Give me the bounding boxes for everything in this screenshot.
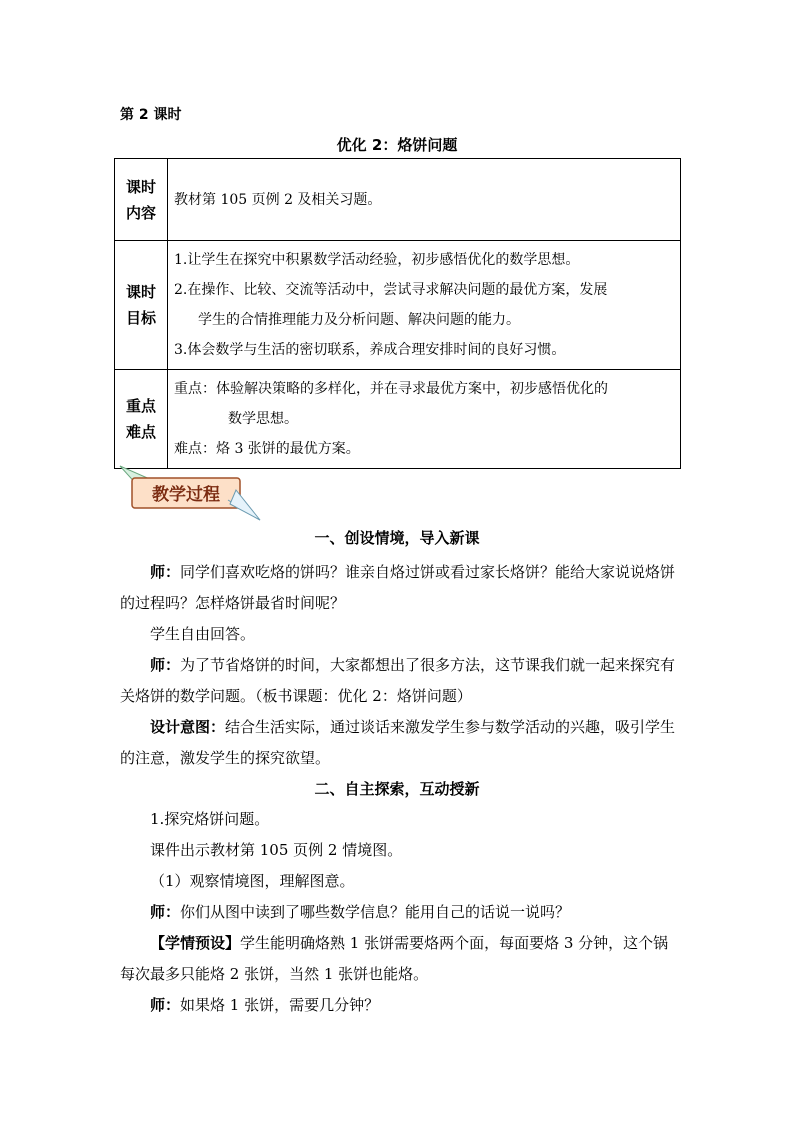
label-line: 课时 — [125, 177, 156, 196]
label-line: 内容 — [125, 203, 156, 222]
paragraph-text: 结合生活实际，通过谈话来激发学生参与数学活动的兴趣，吸引学生的注意，激发学生的探究欲望。 — [120, 718, 676, 767]
paragraph-text: 同学们喜欢吃烙的饼吗？谁亲自烙过饼或看过家长烙饼？能给大家说说烙饼的过程吗？怎样烙饼最省时间呢？ — [120, 563, 676, 612]
section-heading: 二、自主探索，互动授新 — [314, 780, 480, 798]
paragraph — [120, 712, 680, 774]
goal-item: 3.体会数学与生活的密切联系，养成合理安排时间的良好习惯。 — [174, 342, 566, 358]
goals-text — [168, 241, 681, 370]
label-line: 目标 — [125, 309, 156, 327]
paragraph — [120, 650, 680, 712]
row-label-content — [115, 159, 168, 241]
paragraph — [120, 897, 680, 928]
row-label-goals — [115, 241, 168, 370]
paragraph-text: 你们从图中读到了哪些数学信息？能用自己的话说一说吗？ — [180, 903, 571, 921]
goal-item-continued: 学生的合情推理能力及分析问题、解决问题的能力。 — [198, 312, 520, 328]
paragraph-text: 学生自由回答。 — [150, 625, 256, 643]
speaker-label: 师： — [150, 996, 181, 1014]
paragraph-text: 如果烙 1 张饼，需要几分钟？ — [180, 996, 380, 1014]
paragraph — [120, 835, 680, 866]
paragraph-text: 学生能明确烙熟 1 张饼需要烙两个面，每面要烙 3 分钟，这个锅每次最多只能烙 2 张饼，当然 1 张饼也能烙。 — [120, 934, 669, 983]
speaker-label: 师： — [150, 903, 181, 921]
difficulty-point: 难点：烙 3 张饼的最优方案。 — [174, 441, 360, 457]
paragraph — [120, 866, 680, 897]
speaker-label: 师： — [150, 563, 181, 581]
lesson-number: 第 2 课时 — [120, 107, 182, 123]
content-text — [168, 159, 681, 241]
speaker-label: 师： — [150, 656, 181, 674]
label-line: 难点 — [125, 423, 156, 441]
paragraph — [120, 557, 680, 619]
paragraph-text: 课件出示教材第 105 页例 2 情境图。 — [150, 841, 403, 859]
paragraph-text: 为了节省烙饼的时间，大家都想出了很多方法，这节课我们就一起来探究有关烙饼的数学问题。（板书课题：优化 2：烙饼问题） — [120, 656, 676, 705]
paragraph-text: （1）观察情境图，理解图意。 — [150, 872, 355, 890]
content-line: 教材第 105 页例 2 及相关习题。 — [174, 191, 382, 208]
table-row — [115, 159, 681, 241]
paragraph — [120, 619, 680, 650]
learning-preview-label: 【学情预设】 — [150, 934, 241, 952]
key-point-continued: 数学思想。 — [228, 411, 298, 427]
banner-text: 教学过程 — [152, 485, 220, 505]
paragraph — [120, 928, 680, 990]
key-point: 重点：体验解决策略的多样化，并在寻求最优方案中，初步感悟优化的 — [174, 381, 608, 397]
design-intent-label: 设计意图： — [150, 718, 226, 736]
row-label-keypoints — [115, 370, 168, 469]
goal-item: 1.让学生在探究中积累数学活动经验，初步感悟优化的数学思想。 — [174, 252, 580, 268]
teaching-process-banner — [118, 464, 263, 522]
lesson-title: 优化 2：烙饼问题 — [336, 136, 458, 154]
section-heading: 一、创设情境，导入新课 — [314, 529, 480, 547]
paper-plane-icon — [118, 464, 263, 522]
label-line: 课时 — [125, 283, 156, 301]
paragraph — [120, 990, 680, 1021]
paragraph-text: 1.探究烙饼问题。 — [150, 810, 270, 828]
lesson-info-table — [114, 158, 681, 469]
goal-item: 2.在操作、比较、交流等活动中，尝试寻求解决问题的最优方案，发展 — [174, 282, 608, 298]
paragraph — [120, 804, 680, 835]
table-row — [115, 241, 681, 370]
label-line: 重点 — [125, 397, 156, 415]
table-row — [115, 370, 681, 469]
keypoints-text — [168, 370, 681, 469]
